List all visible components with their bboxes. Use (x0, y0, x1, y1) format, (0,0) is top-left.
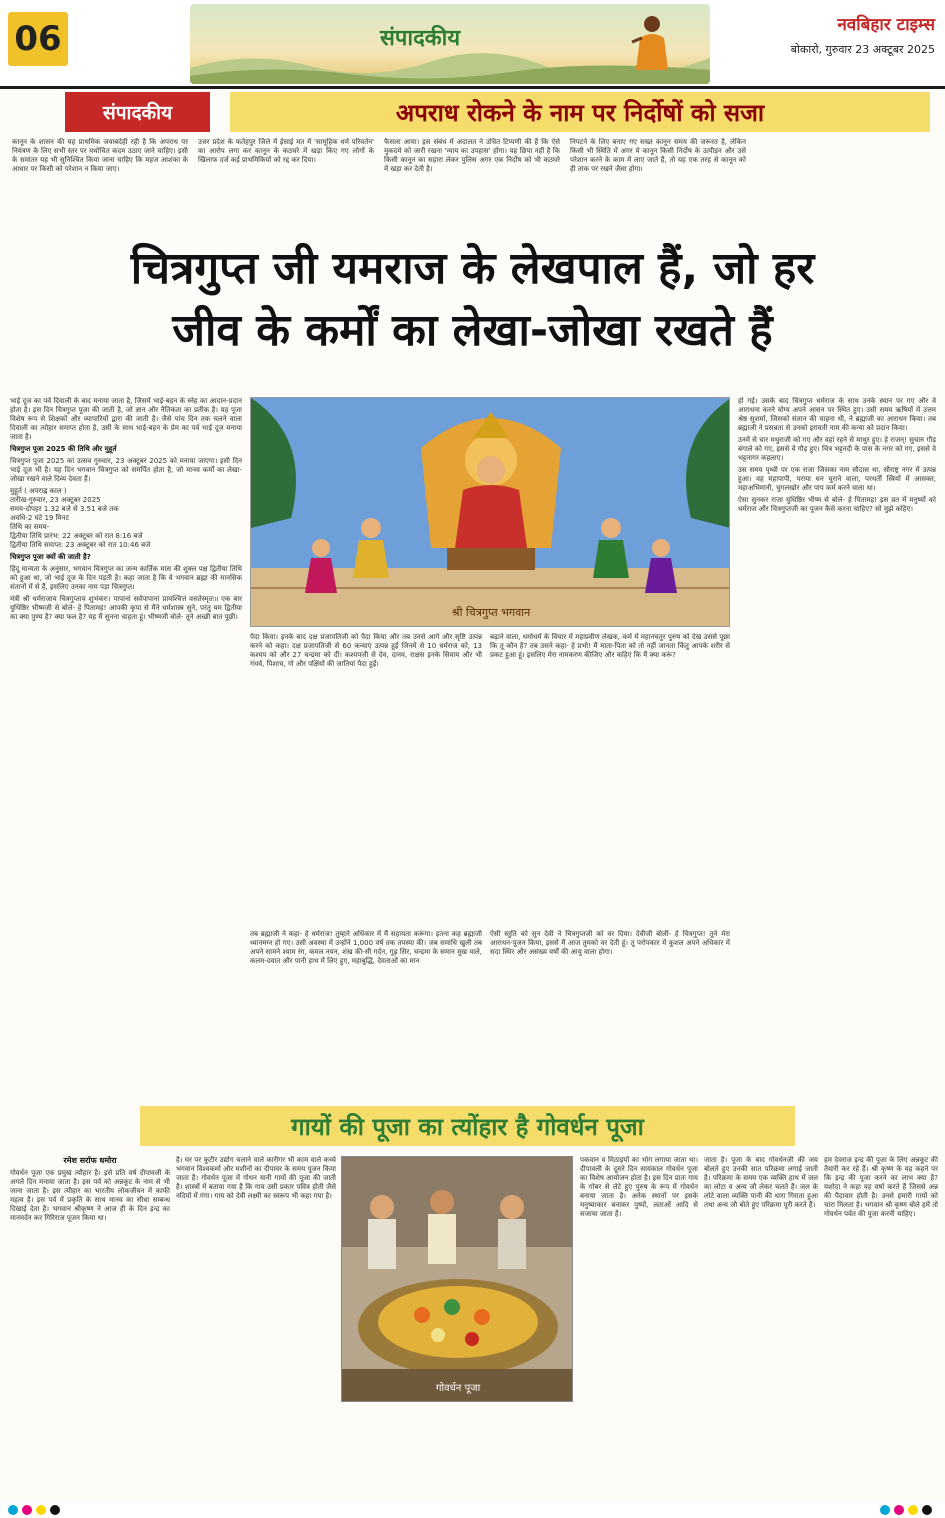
article-paragraph: पैदा किया। इनके बाद दक्ष प्रजापतिजी को पैदा किया और तब उनसे आगे और सृष्टि उत्पन्न करने को कहा। दक्ष प्रजापतिजी से 60 कन्याएं उत्पन्न हुईं जिनमें से 10 धर्मराज को, 13 कश्यप को और 27 चन्द्रमा को दीं। कश्यपजी से देव, दानव, राक्षस इनके सिवाय और भी गंधर्व, पिशाच, गो और पक्षियों की जातियां पैदा हुईं। (250, 633, 482, 668)
govardhan-column-1 (10, 1156, 170, 1501)
page-number: 06 (8, 12, 68, 66)
govardhan-column-4 (704, 1156, 818, 1501)
editorial-body (12, 138, 932, 228)
article-paragraph: जाता है। पूजा के बाद गोवर्धनजी की जय बोलते हुए उनकी सात परिक्रमा लगाई जाती है। परिक्रमा के समय एक व्यक्ति हाथ में जल का लोटा व अन्य जौ लेकर चलते हैं। जल के लोटे वाला व्यक्ति पानी की धारा गिराता हुआ तथा अन्य जौ बोते हुए परिक्रमा पूरी करते हैं। (704, 1156, 818, 1209)
article-paragraph: ऐसी स्तुति को सुन देवी ने चित्रगुप्तजी को वर दिया। देवीजी बोलीं- हे चित्रगुप्त! तूने मेरा आराधन-पूजन किया, इससे मैं आज तुमको वर देती हूं। तू परोपकार में कुशल अपने अधिकार में सदा स्थिर और असंख्य वर्षों की आयु वाला होगा। (490, 930, 730, 956)
article-middle-column-1 (250, 633, 482, 923)
article-paragraph: गोवर्धन पूजा एक प्रमुख त्यौहार है। इसे प्रति वर्ष दीपावली के अगले दिन मनाया जाता है। इस पर्व को अन्नकूट के नाम से भी जाना जाता है। इस त्यौहार का भारतीय लोकजीवन में काफी महत्व है। इस पर्व में प्रकृति के साथ मानव का सीधा सम्बन्ध दिखाई देता है। भगवान श्रीकृष्ण ने आज ही के दिन इन्द्र का मानमर्दन कर गिरिराज पूजन किया था। (10, 1169, 170, 1222)
editorial-paragraph: निपटने के लिए बनाए गए सख्त कानून समय की जरूरत है, लेकिन किसी भी स्थिति में अगर ये कानून किसी निर्दोष के उत्पीड़न और उसे परेशान करने के काम में लाए जाते हैं, तो यह एक तरह से कानून को ही ताक पर रखने जैसा होगा। (570, 138, 746, 173)
article-middle-column-3 (250, 930, 482, 1090)
govardhan-puja-illustration (342, 1157, 573, 1402)
registration-dot (22, 1505, 32, 1515)
article-paragraph: तब ब्रह्माजी ने कहा- हे धर्मराज! तुम्हारे अधिकार में मैं सहायता करूंगा। इतना कह ब्रह्माजी ध्यानमग्न हो गए। उसी अवस्था में उन्होंने 1,000 वर्ष तक तपस्या की। जब समाधि खुली तब अपने सामने श्याम रंग, कमल नयन, शंख की-सी गर्दन, गूढ़ सिर, चन्द्रमा के समान मुख वाले, कलम-दवात और पानी हाथ में लिए हुए, महाबुद्धि, देवताओं का मान (250, 930, 482, 965)
newspaper-name: नवबिहार टाइम्स (837, 15, 935, 35)
dateline: बोकारो, गुरुवार 23 अक्टूबर 2025 (790, 43, 935, 56)
editorial-tag: संपादकीय (65, 92, 210, 132)
article-left-column (10, 397, 242, 1097)
govardhan-column-5 (824, 1156, 938, 1501)
article-paragraph: हो गई। उसके बाद चित्रगुप्त धर्मराज के साथ उनके स्थान पर गए और वे आराधना करने योग्य अपने आसन पर स्थित हुए। उसी समय ऋषियों में उत्तम श्रेष्ठ सुशर्मा, जिसको संतान की चाहना थी, ने ब्रह्माजी का आराधन किया। तब ब्रह्माजी ने प्रसन्नता से उनको इरावती नाम की कन्या को प्रदान किया। (738, 397, 936, 432)
govardhan-column-3 (580, 1156, 698, 1501)
article-paragraph: है। घर पर कुटीर उद्योग चलाने वाले कारीगर भी काम वाले कच्चे भगवान विश्वकर्मा और मशीनों का दीपावर के समय पूजन किया जाता है। गोवर्धन पूजा में गोधन यानी गायों की पूजा की जाती है। शास्त्रों में बताया गया है कि गाय उसी प्रकार पवित्र होती जैसे नदियों में गंगा। गाय को देवी लक्ष्मी का स्वरूप भी कहा गया है। (176, 1156, 336, 1200)
time-line: समय-दोपहर 1.32 बजे से 3.51 बजे तक (10, 505, 119, 513)
section-title: संपादकीय (380, 26, 461, 51)
govardhan-column-2 (176, 1156, 336, 1501)
chitragupta-painting (250, 397, 730, 627)
article-paragraph: पकवान व मिठाइयों का भोग लगाया जाता था। दीपावली के दूसरे दिन सायंकाल गोवर्धन पूजा का विशेष आयोजन होता है। इस दिन प्रातः गाय के गोबर से लेटे हुए पुरुष के रूप में गोवर्धन बनाया जाता है। अनेक स्थानों पर इसके मनुष्याकार बनाकर पुष्पों, लताओं आदि से सजाया जाता है। (580, 1156, 698, 1218)
article-paragraph: बढ़ाने वाला, धर्माधर्म के विचार में महाप्रवीण लेखक, कर्म में महानचतुर पुरुष को देख उससे पूछा कि तू कौन है? तब उसने कहा- हे प्रभो! मैं माता-पिता को तो नहीं जानता किंतु आपके शरीर से प्रकट हुआ हूं। इसलिए मेरा नामकरण कीजिए और कहिए कि मैं क्या करूं? (490, 633, 730, 659)
article-paragraph: उनमें से चार मथुराजी को गए और वहां रहने से माथुर हुए। हे राजन्! सुचारु गौड़ बंगाले को गए, इससे वे गौड़ हुए। चित्र भट्टनदी के पास के नगर को गए, इससे वे भट्टनागर कहलाए। (738, 436, 936, 462)
main-headline-line-2: जीव के कर्मों का लेखा-जोखा रखते हैं (172, 305, 773, 356)
article-paragraph: भाई दूज का पर्व दिवाली के बाद मनाया जाता है, जिसमें भाई-बहन के स्नेह का आदान-प्रदान होता है। इस दिन चित्रगुप्त पूजा की जाती है, जो ज्ञान और नैतिकता का प्रतीक है। यह पूजा विशेष रूप से शिक्षकों और व्यापारियों द्वारा की जाती है। जैसे पांच दिन तक चलने वाला दिवाली का त्योहार समाप्त होता है, उसी के साथ भाई-बहन के प्रेम का पर्व भाई दूज मनाया जाता है। (10, 397, 242, 441)
article-paragraph: मंत्री श्री धर्मराजाय चित्रगुप्ताय शुभंकरः। पापानां सर्वपापानां प्रायश्चित्तं वसतेस्मृतः॥ एक बार युधिष्ठिर भीष्मजी से बोले- हे पितामह! आपकी कृपा से मैंने धर्मशास्त्र सुने, परंतु यम द्वितीया का क्या पुण्य है? क्या फल है? यह मैं सुनना चाहता हूं। भीष्मजी बोले- तूने अच्छी बात पूछी। (10, 595, 242, 621)
editorial-paragraph: कानून के शासन की यह प्राथमिक जवाबदेही रही है कि अपराध पर नियंत्रण के लिए सभी स्तर पर यथोचित कदम उठाए जाने चाहिए। इसी के समांतर यह भी सुनिश्चित किया जाना चाहिए कि महज आशंका के आधार पर किसी को परेशान न किया जाए। (12, 138, 188, 173)
article-paragraph: हम देवराज इन्द्र की पूजा के लिए अन्नकूट की तैयारी कर रहे हैं। श्री कृष्ण के यह कहने पर कि इन्द्र की पूजा करने का लाभ क्या है? यशोदा ने कहा वह वर्षा करते हैं जिससे अन्न की पैदावार होती है। उनसे हमारी गायों को चारा मिलता है। भगवान श्री कृष्ण बोले हमें तो गोवर्धन पर्वत की पूजा करनी चाहिए। (824, 1156, 938, 1218)
tithi-end: द्वितीया तिथि समाप्त: 23 अक्टूबर को रात 10:46 बजे (10, 541, 151, 549)
print-registration-marks (0, 1502, 945, 1518)
chitragupta-illustration (251, 398, 730, 627)
hermit-figure-icon (622, 10, 682, 80)
article-paragraph: उस समय पृथ्वी पर एक राजा जिसका नाम सौदास था, सौराष्ट्र नगर में उत्पन्न हुआ। वह महापापी, पराया धन चुराने वाला, परधर्ती स्त्रियों में आसक्त, महाअभिमानी, चुगलखोर और पाप कर्म करने वाला था। (738, 466, 936, 492)
registration-dot (8, 1505, 18, 1515)
editorial-paragraph: उत्तर प्रदेश के फतेहपुर जिले में ईसाई मत में 'सामूहिक धर्म परिवर्तन' का आरोप लगा कर कानून के कठघरे में खड़ा किए गए लोगों के खिलाफ दर्ज कई प्राथमिकियों को रद्द कर दिया। (198, 138, 374, 164)
tithi-title: तिथि का समय- (10, 523, 50, 531)
registration-dot (36, 1505, 46, 1515)
registration-dot (922, 1505, 932, 1515)
registration-dot (908, 1505, 918, 1515)
article-middle-column-4 (490, 930, 730, 1090)
header-rule (0, 86, 945, 89)
registration-dot (50, 1505, 60, 1515)
article-paragraph: ऐसा सुनकर राजा युधिष्ठिर भीष्म से बोले- हे पितामह! इस व्रत में मनुष्यों को धर्मराज और चित्रगुप्तजी का पूजन कैसे करना चाहिए? सो मुझे कहिए। (738, 496, 936, 513)
article-right-column (738, 397, 936, 1097)
section-banner (190, 4, 710, 84)
article-paragraph: चित्रगुप्त पूजा 2025 का उत्सव गुरुवार, 23 अक्टूबर 2025 को मनाया जाएगा। इसी दिन भाई दूज भी है। यह दिन भगवान चित्रगुप्त को समर्पित होता है, जो मानव कर्मों का लेखा-जोखा रखने वाले दिव्य देवता हैं। (10, 457, 242, 483)
govardhan-headline: गायों की पूजा का त्योंहार है गोवर्धन पूजा (140, 1106, 795, 1146)
photo-caption: गोवर्धन पूजा (435, 1383, 481, 1394)
page-header (0, 0, 945, 88)
govardhan-photo (341, 1156, 573, 1402)
tithi-start: द्वितीया तिथि प्रारंभ: 22 अक्टूबर को रात 8:16 बजे (10, 532, 143, 540)
date-line: तारीख-गुरुवार, 23 अक्टूबर 2025 (10, 496, 101, 504)
subheading: चित्रगुप्त पूजा क्यों की जाती है? (10, 553, 91, 561)
editorial-headline: अपराध रोकने के नाम पर निर्दोषों को सजा (230, 92, 930, 132)
editorial-paragraph: फैसला आया। इस संबंध में अदालत ने उचित टिप्पणी की है कि ऐसे मुकदमे को जारी रखना 'न्याय का उपहास' होगा। यह छिपा नहीं है कि किसी कानून का सहारा लेकर पुलिस अगर एक निर्दोष को भी कठघरे में खड़ा कर देती है। (384, 138, 560, 173)
article-paragraph: हिंदू मान्यता के अनुसार, भगवान चित्रगुप्त का जन्म कार्तिक मास की शुक्ल पक्ष द्वितीया तिथि को हुआ था, जो भाई दूज के दिन पड़ती है। कहा जाता है कि वे भगवान ब्रह्मा की मानसिक संतानों में से हैं, इसलिए उनका नाम पड़ा चित्रगुप्त। (10, 565, 242, 591)
registration-dot (880, 1505, 890, 1515)
registration-dot (894, 1505, 904, 1515)
author-byline: रमेश सर्राफ धमोरा (63, 1156, 117, 1165)
muhurat-label: मुहूर्त ( अपराह्न काल ) (10, 487, 67, 495)
subheading: चित्रगुप्त पूजा 2025 की तिथि और मुहूर्त (10, 445, 117, 453)
main-headline (0, 228, 945, 378)
govardhan-section (0, 1098, 945, 1150)
article-middle-column-2 (490, 633, 730, 923)
main-headline-line-1: चित्रगुप्त जी यमराज के लेखपाल हैं, जो हर (130, 243, 815, 294)
duration-line: अवधि-2 घंटे 19 मिनट (10, 514, 69, 522)
painting-caption: श्री चित्रगुप्त भगवान (451, 606, 531, 619)
